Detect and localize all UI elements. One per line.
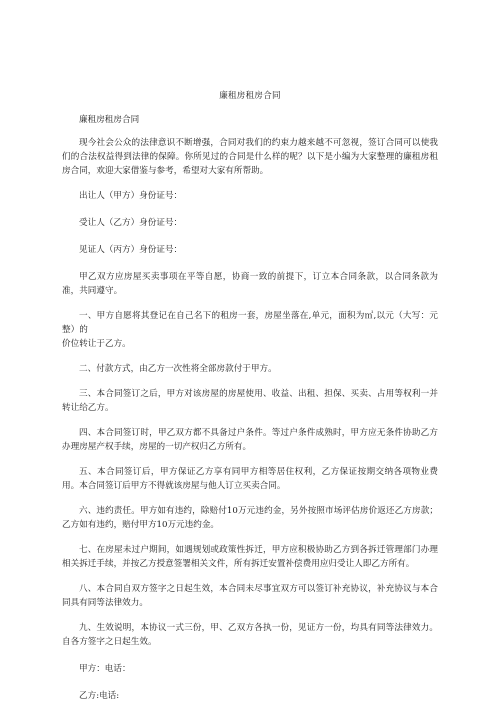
subtitle-paragraph: 廉租房租房合同 — [79, 115, 140, 125]
party-b-line: 受让人（乙方）身份证号： — [79, 218, 183, 228]
signature-party-b: 乙方:电话: — [79, 691, 120, 701]
clause-1-continuation: 价位转让于乙方。 — [62, 339, 131, 349]
intro-paragraph: 现今社会公众的法律意识不断增强，合同对我们的约束力越来越不可忽视，签订合同可以使我们的合法权益得到法律的保障。你所见过的合同是什么样的呢？以下是小编为大家整理的廉租房租房合同，欢迎大家借鉴与参考，希望对大家有所帮助。 — [62, 138, 438, 176]
clause-9-paragraph: 九、生效说明，本协议一式三份，甲、乙双方各执一份，见证方一份，均具有同等法律效力。自各方签字之日起生效。 — [62, 623, 438, 647]
signature-party-a: 甲方：电话： — [79, 664, 131, 674]
document-title: 廉租房租房合同 — [219, 91, 281, 101]
witness-line: 见证人（丙方）身份证号： — [79, 245, 183, 255]
party-a-line: 出让人（甲方）身份证号： — [79, 191, 183, 201]
clause-8-paragraph: 八、本合同自双方签字之日起生效，本合同未尽事宜双方可以签订补充协议，补充协议与本合同具有同等法律效力。 — [62, 584, 438, 608]
document-body — [62, 113, 438, 703]
clause-6-paragraph: 六、违约责任。甲方如有违约，除赔付10万元违约金，另外按照市场评估房价返还乙方房款；乙方如有违约，赔付甲方10万元违约金。 — [62, 506, 438, 530]
clause-7-paragraph: 七、在房屋未过户期间，如遇规划或政策性拆迁，甲方应积极协助乙方到各拆迁管理部门办理相关拆迁手续，并按乙方授意签署相关文件，所有拆迁安置补偿费用应归受让人即乙方所有。 — [62, 545, 438, 569]
clause-1-paragraph: 一、甲方自愿将其登记在自己名下的租房一套，房屋坐落在,单元，面积为㎡,以元（大写：元整）的 — [62, 311, 438, 335]
clause-2-paragraph: 二、付款方式，由乙方一次性将全部房款付于甲方。 — [79, 364, 277, 374]
clause-3-paragraph: 三、本合同签订之后，甲方对该房屋的房屋使用、收益、出租、担保、买卖、占用等权利一并转让给乙方。 — [62, 389, 438, 413]
preamble-paragraph: 甲乙双方应房屋买卖事项在平等自愿，协商一致的前提下，订立本合同条款，以合同条款为准，共同遵守。 — [62, 272, 438, 296]
clause-4-paragraph: 四、本合同签订时，甲乙双方都不具备过户条件。等过户条件成熟时，甲方应无条件协助乙方办理房屋产权手续，房屋的一切产权归乙方所有。 — [62, 428, 438, 452]
clause-5-paragraph: 五、本合同签订后，甲方保证乙方享有同甲方相等居住权利，乙方保证按期交纳各项物业费用。本合同签订后甲方不得就该房屋与他人订立买卖合同。 — [62, 467, 438, 491]
